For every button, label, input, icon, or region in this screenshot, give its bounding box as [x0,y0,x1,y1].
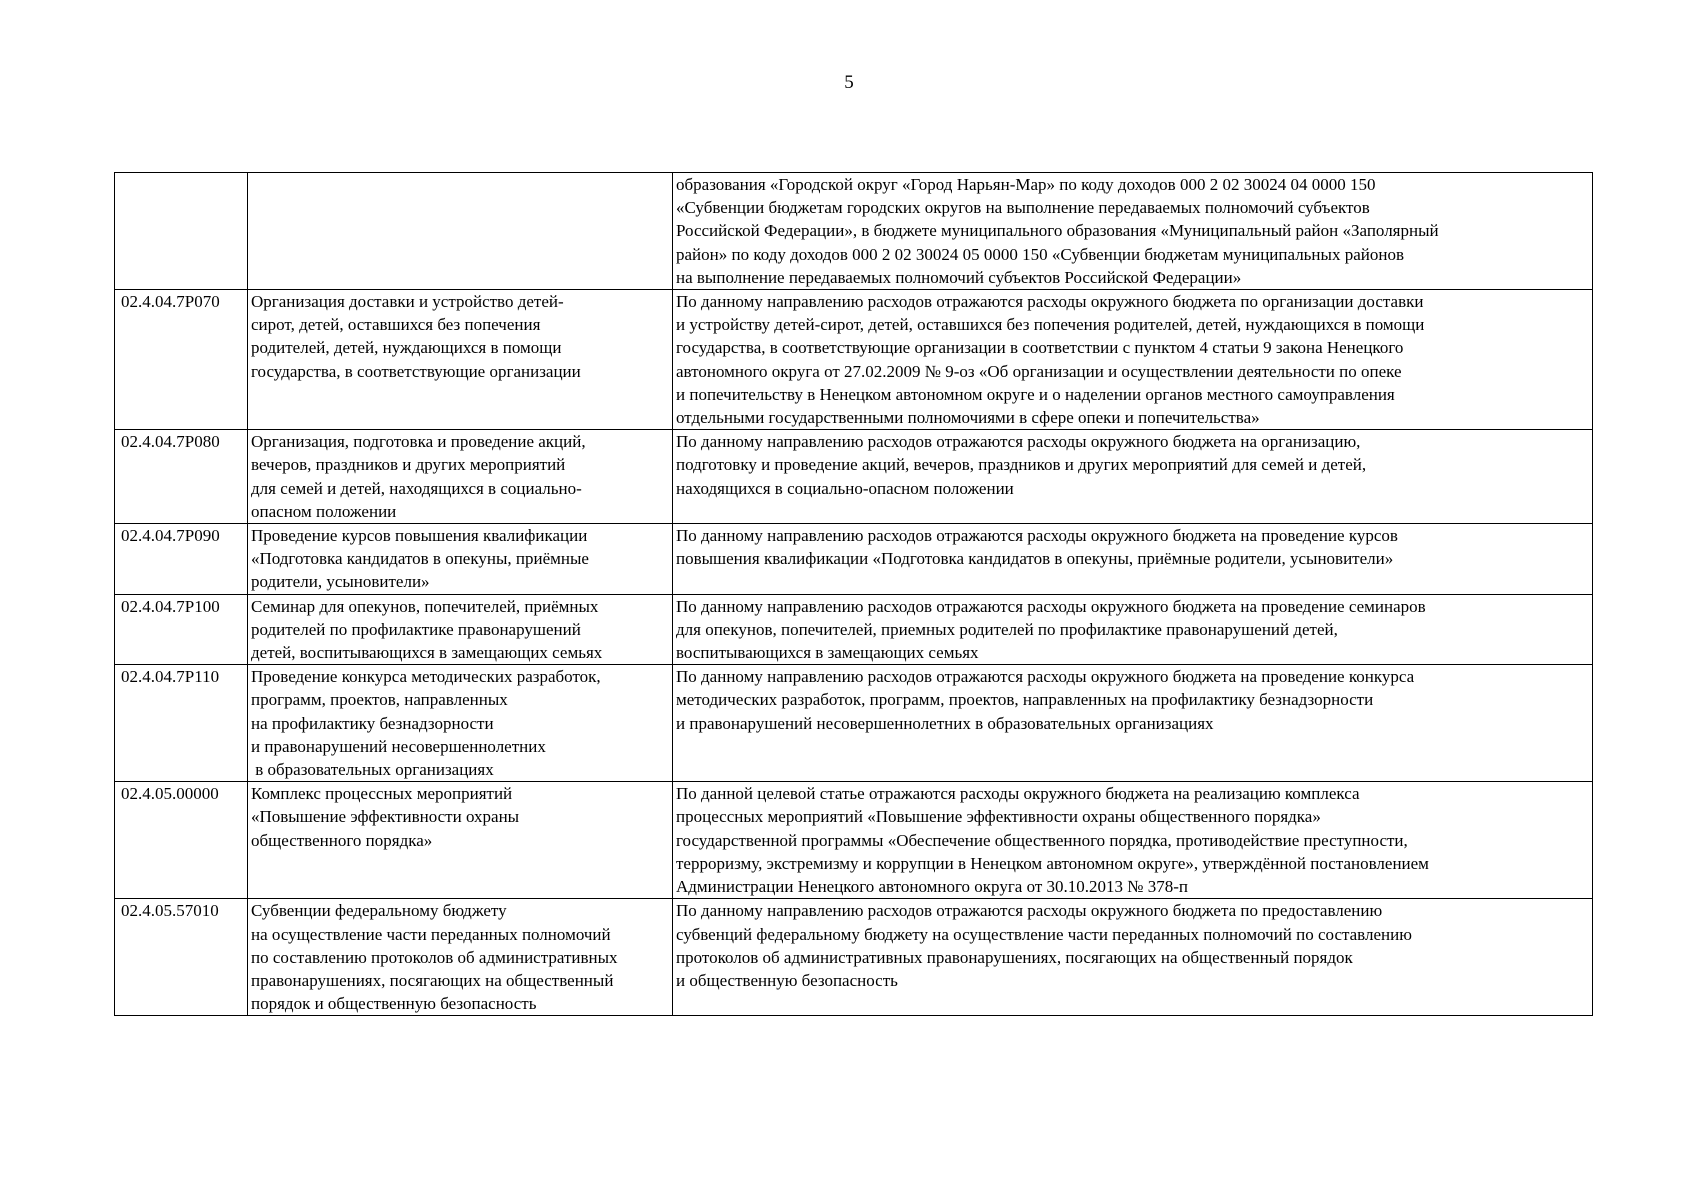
row-description: По данному направлению расходов отражаются расходы окружного бюджета по организации доставки и устройству детей-сирот, детей, оставшихся без попечения родителей, детей, нуждающихся в помощи государства, в соответствующие организации в соответствии с пунктом 4 статьи 9 закона Ненецкого автономного округа от 27.02.2009 № 9-оз «Об организации и осуществлении деятельности по опеке и попечительству в Ненецком автономном округе и о наделении органов местного самоуправления отдельными государственными полномочиями в сфере опеки и попечительства» [673,290,1593,430]
row-description: По данному направлению расходов отражаются расходы окружного бюджета по предоставлению субвенций федеральному бюджету на осуществление части переданных полномочий по составлению протоколов об административных правонарушениях, посягающих на общественный порядок и общественную безопасность [673,899,1593,1016]
page-number: 5 [844,72,854,93]
row-name [248,173,673,290]
row-name: Проведение конкурса методических разработок, программ, проектов, направленных на профилактику безнадзорности и правонарушений несовершеннолетних в образовательных организациях [248,665,673,782]
row-description: По данному направлению расходов отражаются расходы окружного бюджета на проведение семинаров для опекунов, попечителей, приемных родителей по профилактике правонарушений детей, воспитывающихся в замещающих семьях [673,594,1593,665]
table-row [115,524,1593,595]
budget-classification-table [114,172,1593,1016]
row-name: Организация доставки и устройство детей- сирот, детей, оставшихся без попечения родителей, детей, нуждающихся в помощи государства, в соответствующие организации [248,290,673,430]
row-code: 02.4.05.00000 [115,782,248,899]
row-description: По данному направлению расходов отражаются расходы окружного бюджета на проведение курсов повышения квалификации «Подготовка кандидатов в опекуны, приёмные родители, усыновители» [673,524,1593,595]
row-name: Комплекс процессных мероприятий «Повышение эффективности охраны общественного порядка» [248,782,673,899]
row-code: 02.4.04.7Р110 [115,665,248,782]
row-code: 02.4.05.57010 [115,899,248,1016]
table-row [115,173,1593,290]
row-code: 02.4.04.7Р100 [115,594,248,665]
row-name: Субвенции федеральному бюджету на осуществление части переданных полномочий по составлению протоколов об административных правонарушениях, посягающих на общественный порядок и общественную безопасность [248,899,673,1016]
table-row [115,290,1593,430]
table-row [115,430,1593,524]
row-description: По данному направлению расходов отражаются расходы окружного бюджета на организацию, подготовку и проведение акций, вечеров, праздников и других мероприятий для семей и детей, находящихся в социально-опасном положении [673,430,1593,524]
row-description: образования «Городской округ «Город Нарьян-Мар» по коду доходов 000 2 02 30024 04 0000 150 «Субвенции бюджетам городских округов на выполнение передаваемых полномочий субъектов Российской Федерации», в бюджете муниципального образования «Муниципальный район «Заполярный район» по коду доходов 000 2 02 30024 05 0000 150 «Субвенции бюджетам муниципальных районов на выполнение передаваемых полномочий субъектов Российской Федерации» [673,173,1593,290]
row-code: 02.4.04.7Р070 [115,290,248,430]
row-name: Проведение курсов повышения квалификации «Подготовка кандидатов в опекуны, приёмные родители, усыновители» [248,524,673,595]
table-row [115,782,1593,899]
table-row [115,899,1593,1016]
table-row [115,665,1593,782]
row-description: По данному направлению расходов отражаются расходы окружного бюджета на проведение конкурса методических разработок, программ, проектов, направленных на профилактику безнадзорности и правонарушений несовершеннолетних в образовательных организациях [673,665,1593,782]
table-row [115,594,1593,665]
row-code: 02.4.04.7Р090 [115,524,248,595]
row-code [115,173,248,290]
row-code: 02.4.04.7Р080 [115,430,248,524]
row-description: По данной целевой статье отражаются расходы окружного бюджета на реализацию комплекса процессных мероприятий «Повышение эффективности охраны общественного порядка» государственной программы «Обеспечение общественного порядка, противодействие преступности, терроризму, экстремизму и коррупции в Ненецком автономном округе», утверждённой постановлением Администрации Ненецкого автономного округа от 30.10.2013 № 378-п [673,782,1593,899]
row-name: Организация, подготовка и проведение акций, вечеров, праздников и других мероприятий для семей и детей, находящихся в социально- опасном положении [248,430,673,524]
row-name: Семинар для опекунов, попечителей, приёмных родителей по профилактике правонарушений детей, воспитывающихся в замещающих семьях [248,594,673,665]
